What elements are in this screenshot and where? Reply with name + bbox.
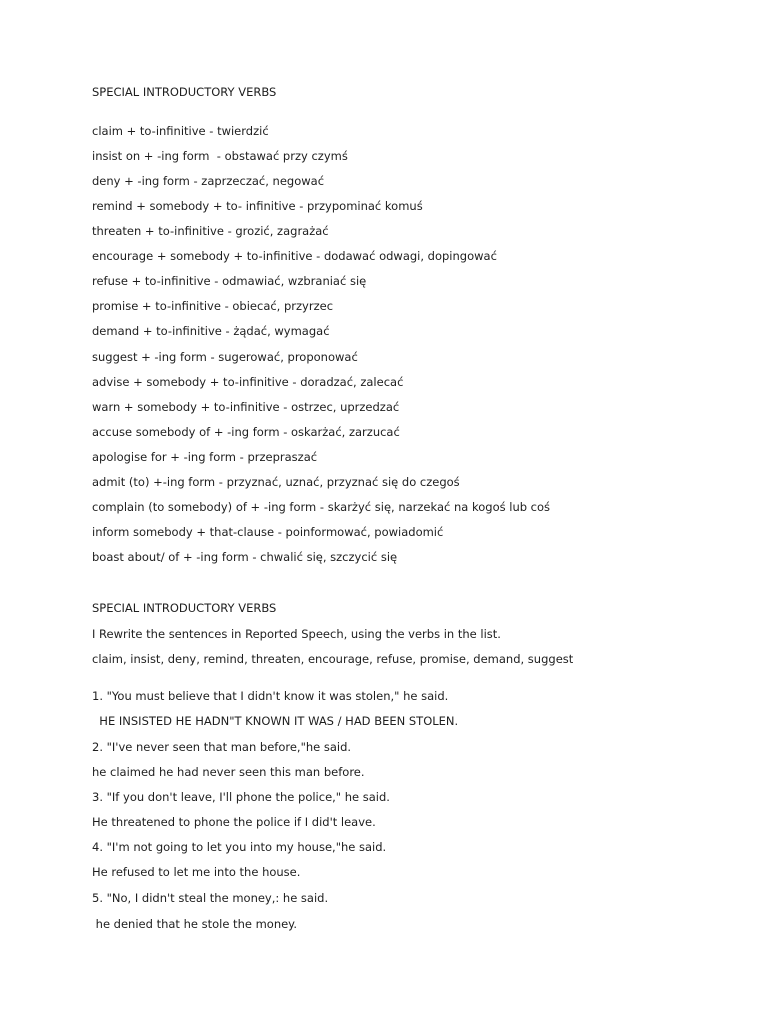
verb-entry: admit (to) +-ing form - przyznać, uznać, przyznać się do czegoś bbox=[92, 475, 460, 489]
exercise-answer: HE INSISTED HE HADN"T KNOWN IT WAS / HAD BEEN STOLEN. bbox=[92, 714, 459, 728]
exercise-prompt: 3. "If you don't leave, I'll phone the police," he said. bbox=[92, 790, 390, 804]
verb-entry: threaten + to-infinitive - grozić, zagrażać bbox=[92, 224, 329, 238]
exercise-answer: he claimed he had never seen this man before. bbox=[92, 765, 365, 779]
verb-entry: remind + somebody + to- infinitive - przypominać komuś bbox=[92, 199, 423, 213]
exercise-answer: He threatened to phone the police if I did't leave. bbox=[92, 815, 376, 829]
verb-entry: deny + -ing form - zaprzeczać, negować bbox=[92, 174, 325, 188]
verb-entry: suggest + -ing form - sugerować, proponować bbox=[92, 350, 358, 364]
verb-entry: warn + somebody + to-infinitive - ostrzec, uprzedzać bbox=[92, 400, 400, 414]
exercise-answer: He refused to let me into the house. bbox=[92, 865, 301, 879]
verb-entry: refuse + to-infinitive - odmawiać, wzbraniać się bbox=[92, 274, 367, 288]
verb-entry: boast about/ of + -ing form - chwalić się, szczycić się bbox=[92, 550, 398, 564]
exercise-instruction: I Rewrite the sentences in Reported Speech, using the verbs in the list. bbox=[92, 627, 501, 641]
verb-entry: advise + somebody + to-infinitive - doradzać, zalecać bbox=[92, 375, 404, 389]
exercise-prompt: 1. "You must believe that I didn't know it was stolen," he said. bbox=[92, 689, 449, 703]
verb-entry: encourage + somebody + to-infinitive - dodawać odwagi, dopingować bbox=[92, 249, 497, 263]
verb-entry: promise + to-infinitive - obiecać, przyrzec bbox=[92, 299, 334, 313]
exercise-prompt: 4. "I'm not going to let you into my house,"he said. bbox=[92, 840, 387, 854]
verb-entry: demand + to-infinitive - żądać, wymagać bbox=[92, 324, 330, 338]
verb-entry: insist on + -ing form - obstawać przy czymś bbox=[92, 149, 348, 163]
section2-heading: SPECIAL INTRODUCTORY VERBS bbox=[92, 601, 277, 615]
exercise-prompt: 5. "No, I didn't steal the money,: he said. bbox=[92, 891, 329, 905]
verb-entry: apologise for + -ing form - przepraszać bbox=[92, 450, 318, 464]
verb-entry: complain (to somebody) of + -ing form - skarżyć się, narzekać na kogoś lub coś bbox=[92, 500, 551, 514]
exercise-answer: he denied that he stole the money. bbox=[92, 917, 298, 931]
verb-entry: inform somebody + that-clause - poinformować, powiadomić bbox=[92, 525, 444, 539]
exercise-prompt: 2. "I've never seen that man before,"he said. bbox=[92, 740, 352, 754]
verb-entry: claim + to-infinitive - twierdzić bbox=[92, 124, 269, 138]
section1-heading: SPECIAL INTRODUCTORY VERBS bbox=[92, 85, 277, 99]
verb-entry: accuse somebody of + -ing form - oskarżać, zarzucać bbox=[92, 425, 400, 439]
verb-list: claim, insist, deny, remind, threaten, encourage, refuse, promise, demand, suggest bbox=[92, 652, 574, 666]
